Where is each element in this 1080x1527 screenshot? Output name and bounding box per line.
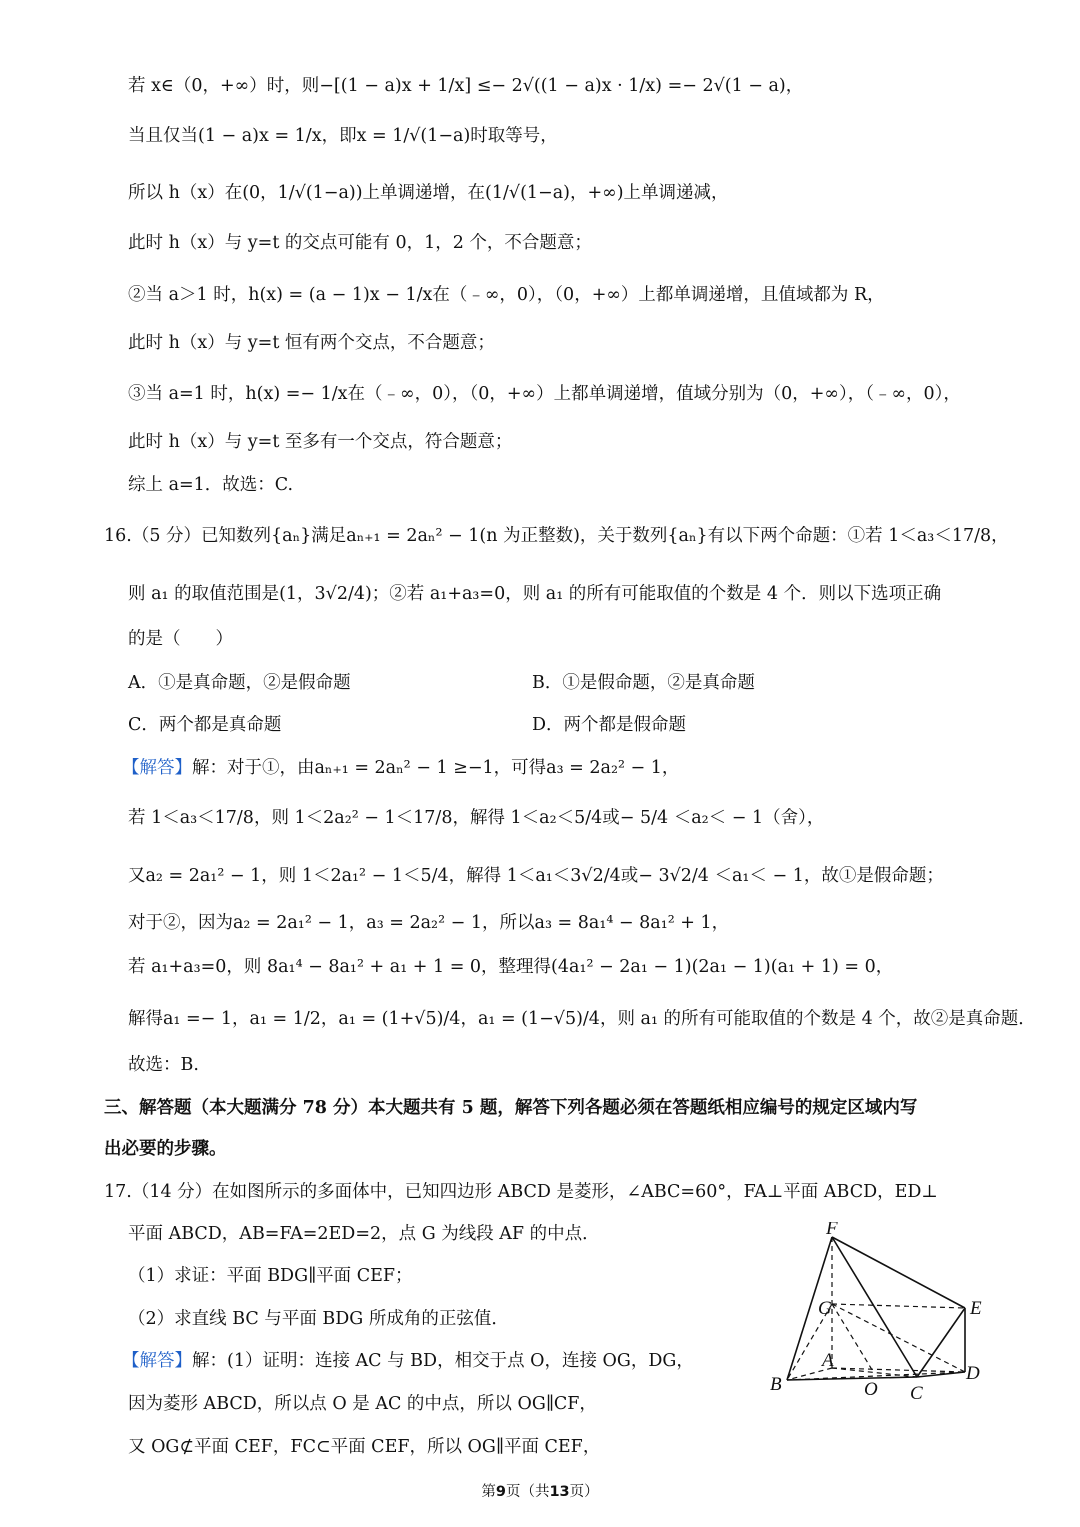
q16-answer-tag: 【解答】 xyxy=(122,758,192,778)
q17-answer-tag: 【解答】 xyxy=(122,1351,192,1371)
q17-answer-first: 解：(1）证明：连接 AC 与 BD，相交于点 O，连接 OG，DG， xyxy=(192,1351,694,1371)
q16-answer-line-1 xyxy=(122,756,679,780)
q16-option-a: A．①是真命题，②是假命题 xyxy=(128,673,351,693)
q17-stem-2: 平面 ABCD，AB=FA=2ED=2，点 G 为线段 AF 的中点． xyxy=(128,1224,600,1244)
label-G: G xyxy=(818,1298,832,1319)
q15-line-2: 当且仅当(1 − a)x = 1/x，即x = 1/√(1−a)时取等号， xyxy=(128,126,558,146)
section3-heading-1: 三、解答题（本大题满分 78 分）本大题共有 5 题，解答下列各题必须在答题纸相应编号的规定区域内写 xyxy=(104,1098,918,1118)
q16-option-d: D．两个都是假命题 xyxy=(532,715,687,735)
q16-answer-line-7: 故选：B. xyxy=(128,1055,199,1075)
q16-option-b: B．①是假命题，②是真命题 xyxy=(532,673,755,693)
q16-stem-3: 的是（ ） xyxy=(128,629,233,649)
q15-line-6: 此时 h（x）与 y=t 恒有两个交点，不合题意； xyxy=(128,333,495,353)
q16-answer-line-2: 若 1＜a₃＜17/8，则 1＜2a₂² − 1＜17/8，解得 1＜a₂＜5/4或− 5/4 ＜a₂＜ − 1（舍）， xyxy=(128,808,825,828)
edge-GE xyxy=(832,1304,965,1308)
q16-answer-line-3: 又a₂ = 2a₁² − 1，则 1＜2a₁² − 1＜5/4，解得 1＜a₁＜3√2/4或− 3√2/4 ＜a₁＜ − 1，故①是假命题； xyxy=(128,866,944,886)
footer-mid: 页（共 xyxy=(505,1484,550,1500)
edge-FE xyxy=(832,1237,965,1308)
label-B: B xyxy=(770,1374,782,1395)
edge-AC xyxy=(832,1368,917,1377)
q17-answer-line-3: 又 OG⊄平面 CEF，FC⊂平面 CEF，所以 OG∥平面 CEF， xyxy=(128,1437,601,1457)
edge-GO xyxy=(832,1304,874,1373)
section3-heading-2: 出必要的步骤。 xyxy=(104,1139,227,1159)
q15-line-5: ②当 a＞1 时，h(x) = (a − 1)x − 1/x在（﹣∞，0），（0，+∞）上都单调递增，且值域都为 R， xyxy=(128,285,885,305)
q16-option-c: C．两个都是真命题 xyxy=(128,715,282,735)
q16-answer-line-5: 若 a₁+a₃=0，则 8a₁⁴ − 8a₁² + a₁ + 1 = 0，整理得(4a₁² − 2a₁ − 1)(2a₁ − 1)(a₁ + 1) = 0， xyxy=(128,957,894,977)
page-footer xyxy=(0,1480,1080,1501)
footer-page-number: 9 xyxy=(495,1484,506,1500)
q15-line-8: 此时 h（x）与 y=t 至多有一个交点，符合题意； xyxy=(128,432,513,452)
footer-pre: 第 xyxy=(481,1484,496,1500)
label-D: D xyxy=(966,1363,980,1384)
q15-line-4: 此时 h（x）与 y=t 的交点可能有 0，1，2 个，不合题意； xyxy=(128,233,592,253)
footer-total-pages: 13 xyxy=(549,1484,570,1500)
q16-answer-line-4: 对于②，因为a₂ = 2a₁² − 1，a₃ = 2a₂² − 1，所以a₃ = 8a₁⁴ − 8a₁² + 1， xyxy=(128,913,730,933)
q17-part-2: （2）求直线 BC 与平面 BDG 所成角的正弦值． xyxy=(128,1309,509,1329)
label-A: A xyxy=(822,1350,834,1371)
edge-CE xyxy=(917,1308,965,1377)
q17-stem-1: 17.（14 分）在如图所示的多面体中，已知四边形 ABCD 是菱形，∠ABC=60°，FA⊥平面 ABCD，ED⊥ xyxy=(104,1182,938,1202)
footer-post: 页） xyxy=(569,1484,599,1500)
q17-part-1: （1）求证：平面 BDG∥平面 CEF； xyxy=(128,1266,413,1286)
q15-line-1: 若 x∈（0，+∞）时，则−[(1 − a)x + 1/x] ≤− 2√((1 − a)x · 1/x) =− 2√(1 − a)， xyxy=(128,76,804,96)
polyhedron-figure xyxy=(760,1222,1000,1472)
q17-answer-line-2: 因为菱形 ABCD，所以点 O 是 AC 的中点，所以 OG∥CF， xyxy=(128,1394,597,1414)
label-O: O xyxy=(864,1379,878,1400)
q15-line-7: ③当 a=1 时，h(x) =− 1/x在（﹣∞，0），（0，+∞）上都单调递增，值域分别为（0，+∞），（﹣∞，0）， xyxy=(128,384,961,404)
q15-line-3: 所以 h（x）在(0，1/√(1−a))上单调递增，在(1/√(1−a)，+∞)上单调递减， xyxy=(128,183,729,203)
q17-answer-line-1 xyxy=(122,1349,694,1373)
edge-FC xyxy=(832,1237,917,1377)
q16-stem-2: 则 a₁ 的取值范围是(1，3√2/4)；②若 a₁+a₃=0，则 a₁ 的所有可能取值的个数是 4 个．则以下选项正确 xyxy=(128,584,942,604)
q16-answer-first: 解：对于①，由aₙ₊₁ = 2aₙ² − 1 ≥−1，可得a₃ = 2a₂² − 1， xyxy=(192,758,680,778)
q16-stem-1: 16.（5 分）已知数列{aₙ}满足aₙ₊₁ = 2aₙ² − 1(n 为正整数)，关于数列{aₙ}有以下两个命题：①若 1＜a₃＜17/8， xyxy=(104,526,1009,546)
label-F: F xyxy=(826,1222,838,1239)
label-C: C xyxy=(910,1383,923,1404)
label-E: E xyxy=(970,1298,982,1319)
q16-answer-line-6: 解得a₁ =− 1，a₁ = 1/2，a₁ = (1+√5)/4，a₁ = (1−√5)/4，则 a₁ 的所有可能取值的个数是 4 个，故②是真命题． xyxy=(128,1009,1036,1029)
q15-line-9: 综上 a=1．故选：C. xyxy=(128,475,294,495)
